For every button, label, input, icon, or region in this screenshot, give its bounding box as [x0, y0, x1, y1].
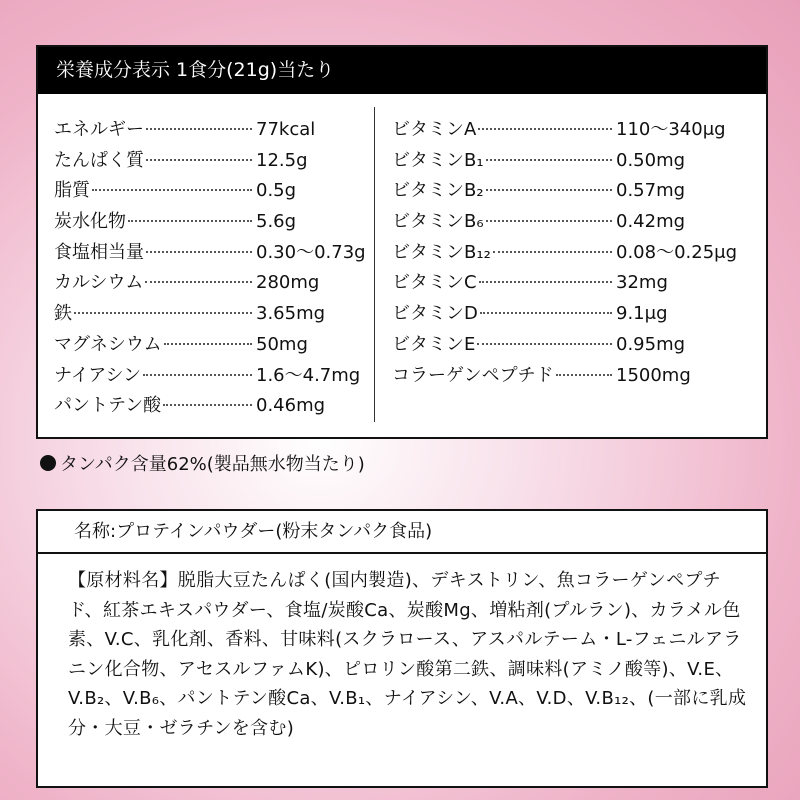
protein-note-text: タンパク含量62%(製品無水物当たり) — [60, 454, 365, 475]
nutrient-row — [54, 207, 378, 238]
nutrient-label: ビタミンD — [392, 303, 478, 325]
leader-dots — [74, 312, 252, 314]
nutrient-row — [392, 361, 758, 392]
nutrient-label: ビタミンE — [392, 333, 476, 355]
nutrient-value: 5.6g — [256, 211, 297, 233]
nutrient-label: 鉄 — [54, 303, 72, 325]
nutrient-row — [392, 299, 758, 330]
nutrition-left-column — [54, 115, 378, 422]
nutrient-value: 12.5g — [256, 149, 308, 171]
nutrient-row — [54, 330, 378, 361]
nutrient-label: カルシウム — [54, 272, 144, 294]
nutrient-row — [392, 207, 758, 238]
nutrient-value: 280mg — [256, 272, 320, 294]
leader-dots — [143, 374, 252, 376]
nutrient-value: 50mg — [256, 333, 308, 355]
nutrient-label: マグネシウム — [54, 333, 162, 355]
nutrient-row — [54, 361, 378, 392]
leader-dots — [479, 281, 612, 283]
nutrient-value: 77kcal — [256, 119, 316, 140]
nutrient-row — [54, 115, 378, 146]
nutrient-label: ビタミンB₁₂ — [392, 241, 491, 263]
nutrient-value: 0.57mg — [616, 180, 686, 202]
nutrient-label: ビタミンB₆ — [392, 211, 484, 233]
leader-dots — [92, 189, 252, 191]
product-info-box — [36, 509, 768, 788]
ingredients-list: 【原材料名】脱脂大豆たんぱく(国内製造)、デキストリン、魚コラーゲンペプチド、紅茶エキスパウダー、食塩/炭酸Ca、炭酸Mg、増粘剤(プルラン)、カラメル色素、V.C、乳化剤、香料、甘味料(スクラロース、アスパルテーム・L-フェニルアラニン化合物、アセスルファムK)、ピロリン酸第二鉄、調味料(アミノ酸等)、V.E、V.B₂、V.B₆、パントテン酸Ca、V.B₁、ナイアシン、V.A、V.D、V.B₁₂、(一部に乳成分・大豆・ゼラチンを含む) — [68, 570, 747, 739]
nutrient-value: 0.5g — [256, 180, 297, 202]
nutrient-row — [54, 299, 378, 330]
nutrition-facts-panel — [36, 45, 768, 439]
nutrient-value: 0.95mg — [616, 333, 686, 355]
nutrient-row — [54, 268, 378, 299]
nutrient-row — [392, 330, 758, 361]
nutrient-value: 0.08〜0.25μg — [616, 241, 738, 263]
nutrition-header: 栄養成分表示 1食分(21g)当たり — [38, 47, 766, 94]
nutrient-value: 3.65mg — [256, 303, 326, 325]
product-name: 名称:プロテインパウダー(粉末タンパク食品) — [38, 511, 766, 554]
leader-dots — [486, 189, 612, 191]
nutrient-label: パントテン酸 — [54, 395, 162, 417]
nutrient-row — [54, 391, 378, 422]
leader-dots — [128, 220, 252, 222]
leader-dots — [146, 251, 252, 253]
leader-dots — [146, 128, 252, 130]
nutrient-label: 脂質 — [54, 180, 90, 202]
leader-dots — [477, 343, 612, 345]
nutrient-label: ビタミンB₁ — [392, 149, 484, 171]
nutrient-value: 0.46mg — [256, 395, 326, 417]
leader-dots — [486, 159, 612, 161]
nutrient-value: 0.42mg — [616, 211, 686, 233]
protein-content-note — [40, 450, 365, 476]
nutrient-row — [392, 268, 758, 299]
nutrient-value: 0.30〜0.73g — [256, 241, 366, 263]
nutrient-label: 炭水化物 — [54, 211, 126, 233]
leader-dots — [478, 128, 612, 130]
nutrient-value: 32mg — [616, 272, 668, 294]
nutrient-row — [392, 115, 758, 146]
nutrient-row — [392, 146, 758, 177]
leader-dots — [556, 374, 612, 376]
nutrient-row — [54, 146, 378, 177]
nutrient-row — [392, 176, 758, 207]
nutrient-value: 0.50mg — [616, 149, 686, 171]
nutrient-label: ビタミンC — [392, 272, 477, 294]
leader-dots — [493, 251, 612, 253]
nutrient-label: ビタミンB₂ — [392, 180, 484, 202]
leader-dots — [146, 159, 252, 161]
nutrient-value: 110〜340μg — [616, 119, 726, 140]
nutrient-label: エネルギー — [54, 119, 144, 140]
nutrient-value: 9.1μg — [616, 303, 668, 325]
leader-dots — [163, 404, 252, 406]
nutrient-label: 食塩相当量 — [54, 241, 144, 263]
nutrient-label: たんぱく質 — [54, 149, 144, 171]
leader-dots — [145, 281, 252, 283]
leader-dots — [164, 343, 252, 345]
nutrient-value: 1.6〜4.7mg — [256, 364, 361, 386]
nutrient-label: コラーゲンペプチド — [392, 364, 554, 386]
nutrient-row — [54, 238, 378, 269]
nutrient-label: ビタミンA — [392, 119, 477, 140]
bullet-icon — [40, 455, 56, 471]
leader-dots — [480, 312, 612, 314]
nutrition-right-column — [392, 115, 758, 391]
nutrient-row — [54, 176, 378, 207]
nutrient-label: ナイアシン — [54, 364, 142, 386]
leader-dots — [486, 220, 612, 222]
nutrient-value: 1500mg — [616, 364, 691, 386]
nutrient-row — [392, 238, 758, 269]
